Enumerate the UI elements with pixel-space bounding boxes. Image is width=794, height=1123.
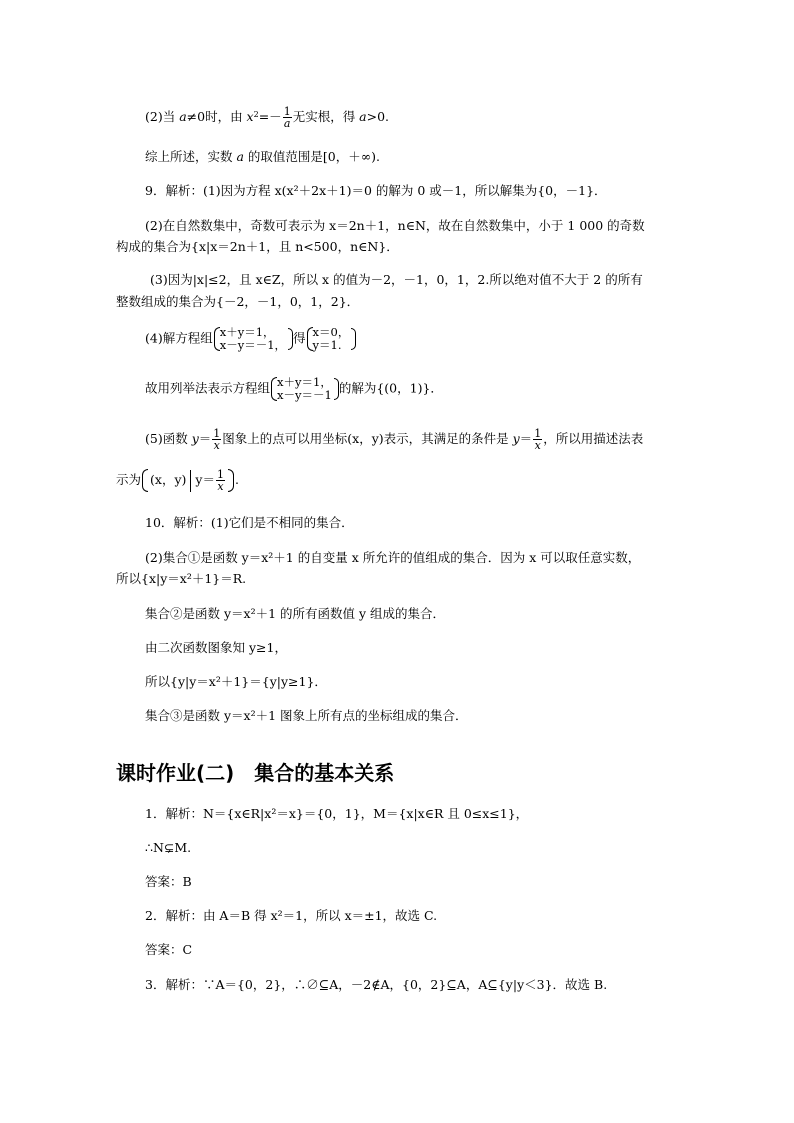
q9-line-3: 构成的集合为{x|x＝2n＋1，且 n<500，n∈N}． <box>116 239 399 254</box>
equation-system: x＋y＝1， x－y＝－1， <box>213 326 286 352</box>
fraction: $\frac{1}{a}$ <box>283 105 291 130</box>
q9-line-2: (2)在自然数集中，奇数可表示为 x＝2n＋1，n∈N，故在自然数集中，小于 1 000 的奇数 <box>145 218 645 233</box>
q9-line-7: 故用列举法表示方程组 x＋y＝1， x－y＝－1 的解为{(0，1)}． <box>145 375 443 402</box>
equation-system: x＋y＝1， x－y＝－1 <box>270 376 332 402</box>
fraction: $\frac{1}{x}$ <box>534 427 542 452</box>
q10-line-2: (2)集合①是函数 y＝x²＋1 的自变量 x 所允许的值组成的集合．因为 x 可以取任意实数， <box>145 550 641 565</box>
q10-line-7: 集合③是函数 y＝x²＋1 图象上所有点的坐标组成的集合． <box>145 708 468 723</box>
q10-line-6: 所以{y|y＝x²＋1}＝{y|y≥1}． <box>145 674 327 689</box>
set-builder: (x，y) y＝ $\frac{1}{x}$ <box>141 469 235 492</box>
solution-2-line: (2)当 a≠0时，由 $x^2=-$ $\frac{1}{a}$ 无实根，得 a>0. <box>145 105 390 130</box>
sec2-q3-line: 3．解析：∵A＝{0，2}，∴∅⊆A，－2∉A，{0，2}⊆A，A⊆{y|y＜3}．故选 B. <box>145 977 608 992</box>
q10-line-3: 所以{x|y＝x²＋1}＝R. <box>116 571 247 586</box>
q9-line-5: 整数组成的集合为{－2，－1，0，1，2}． <box>116 294 360 309</box>
q9-line-8: (5)函数 y＝ $\frac{1}{x}$ 图象上的点可以用坐标(x，y)表示，其满足的条件是 y＝ $\frac{1}{x}$ ，所以用描述法表 <box>145 427 644 452</box>
sec2-q1-line: 1．解析：N＝{x∈R|x²＝x}＝{0，1}，M＝{x|x∈R 且 0≤x≤1}， <box>145 806 529 821</box>
sec2-q2-answer: 答案：C <box>145 942 193 957</box>
fraction: $\frac{1}{x}$ <box>216 468 224 493</box>
q9-line-1: 9．解析：(1)因为方程 x(x²＋2x＋1)＝0 的解为 0 或－1，所以解集为{0，－1}． <box>145 183 607 198</box>
q9-line-4: (3)因为|x|≤2，且 x∈Z，所以 x 的值为－2，－1，0，1，2.所以绝对值不大于 2 的所有 <box>150 272 643 287</box>
equation-solution: x＝0， y＝1. <box>306 326 350 352</box>
fraction: $\frac{1}{x}$ <box>213 427 221 452</box>
section-heading: 课时作业(二) 集合的基本关系 <box>116 761 395 785</box>
q9-line-6: (4)解方程组 x＋y＝1， x－y＝－1， 得 x＝0， y＝1. <box>145 326 356 352</box>
sec2-q1-answer: 答案：B <box>145 874 192 889</box>
q9-line-9: 示为 (x，y) y＝ $\frac{1}{x}$ . <box>116 468 239 493</box>
q10-line-1: 10．解析：(1)它们是不相同的集合． <box>145 515 354 530</box>
summary-line: 综上所述，实数 a 的取值范围是[0，＋∞). <box>145 149 381 164</box>
sec2-q2-line: 2．解析：由 A＝B 得 x²＝1，所以 x＝±1，故选 C. <box>145 908 438 923</box>
q10-line-4: 集合②是函数 y＝x²＋1 的所有函数值 y 组成的集合． <box>145 606 446 621</box>
sec2-q1-relation: ∴N⊊M. <box>145 840 192 855</box>
q10-line-5: 由二次函数图象知 y≥1， <box>145 640 287 655</box>
